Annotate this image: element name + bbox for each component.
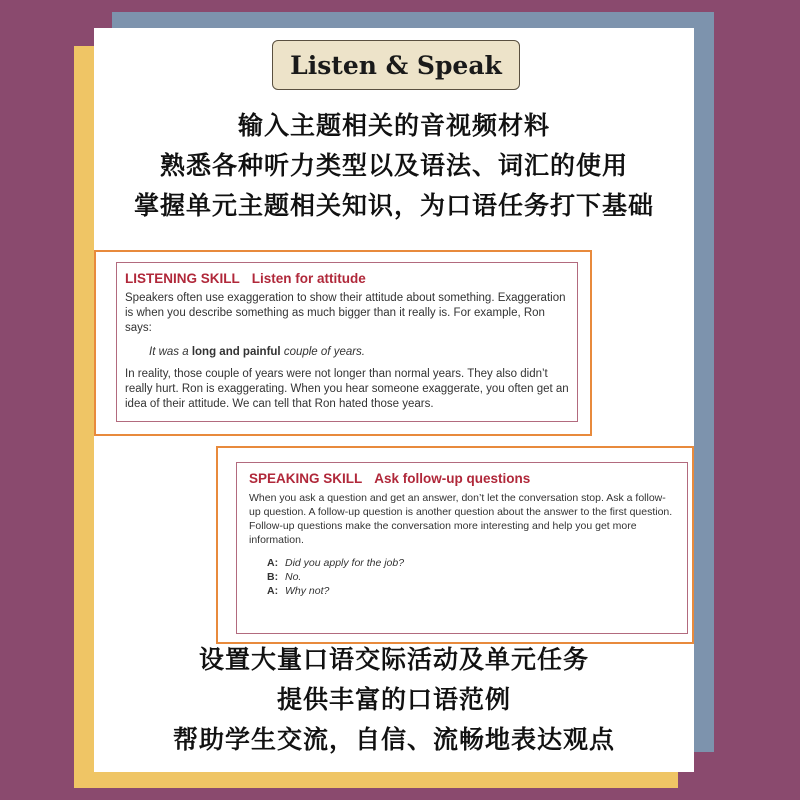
content-page (94, 28, 694, 772)
listening-skill-card (94, 250, 592, 436)
outro-line: 帮助学生交流，自信、流畅地表达观点 (172, 725, 615, 754)
dialogue-utterance: No. (285, 571, 302, 583)
intro-line: 掌握单元主题相关知识，为口语任务打下基础 (133, 191, 654, 220)
skill-paragraph: In reality, those couple of years were not longer than normal years. They also didn’t really hurt. Ron is exaggerating. When you hear someone exaggerate, you often get an idea of their attitude. We can tell that Ron hated those years. (125, 368, 569, 410)
speaking-skill-box (236, 462, 688, 634)
skill-paragraph: Speakers often use exaggeration to show their attitude about something. Exaggeration is when you describe something as much bigger than it really is. For example, Ron says: (125, 292, 566, 334)
speaking-skill-heading (249, 471, 677, 486)
listening-skill-box (116, 262, 578, 422)
speaking-skill-card (216, 446, 694, 644)
example-dialogue (267, 556, 677, 598)
dialogue-line (267, 556, 677, 570)
skill-label: LISTENING SKILL (125, 271, 240, 286)
example-text: It was a (149, 346, 192, 358)
skill-paragraph: When you ask a question and get an answer, don’t let the conversation stop. Ask a follow-up question. A follow-up question is another question about the answer to the first question. Follow-up questions make the conversation more interesting and help you get more information. (249, 492, 673, 546)
dialogue-line (267, 584, 677, 598)
dialogue-speaker: A: (267, 557, 279, 569)
skill-label: SPEAKING SKILL (249, 471, 363, 486)
dialogue-line (267, 570, 677, 584)
page-title: Listen & Speak (272, 40, 520, 90)
listening-skill-heading (125, 271, 569, 286)
dialogue-speaker: B: (267, 571, 279, 583)
dialogue-utterance: Did you apply for the job? (285, 557, 405, 569)
intro-line: 熟悉各种听力类型以及语法、词汇的使用 (159, 151, 628, 180)
skill-subtitle: Listen for attitude (251, 271, 366, 286)
example-emphasis: long and painful (191, 346, 281, 358)
outro-text (94, 640, 694, 760)
skill-subtitle: Ask follow-up questions (374, 471, 531, 486)
example-text: couple of years. (280, 346, 366, 358)
intro-line: 输入主题相关的音视频材料 (237, 111, 550, 140)
intro-text (94, 106, 694, 226)
outro-line: 设置大量口语交际活动及单元任务 (198, 645, 589, 674)
dialogue-utterance: Why not? (285, 585, 330, 597)
dialogue-speaker: A: (267, 585, 279, 597)
example-quote (149, 346, 569, 358)
outro-line: 提供丰富的口语范例 (276, 685, 511, 714)
